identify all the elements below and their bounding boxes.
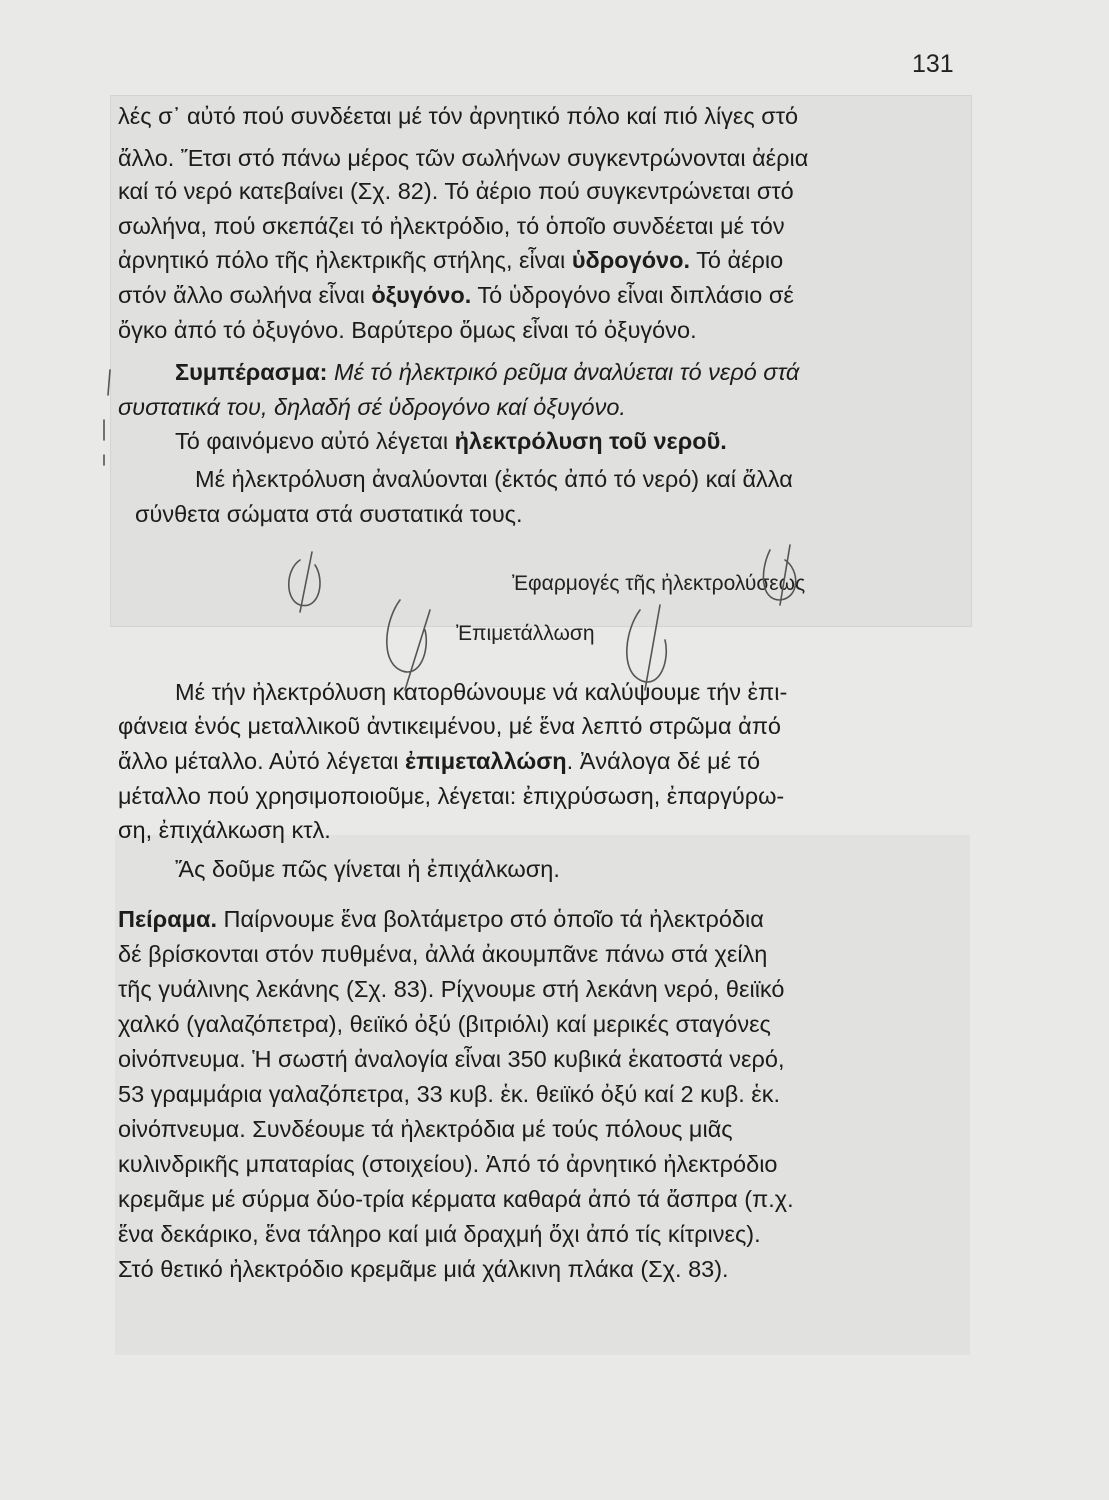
section-heading: Ἐφαρμογές τῆς ἠλεκτρολύσεως [512, 572, 806, 595]
text-run: τῆς γυάλινης λεκάνης (Σχ. 83). Ρίχνουμε στή λεκάνη νερό, θειϊκό [118, 976, 785, 1002]
text-run: Μέ τήν ἠλεκτρόλυση κατορθώνουμε νά καλύψουμε τήν ἐπι- [175, 679, 788, 705]
text-run: μέταλλο πού χρησιμοποιοῦμε, λέγεται: ἐπιχρύσωση, ἐπαργύρω- [118, 783, 785, 809]
text-line [118, 177, 794, 205]
conclusion-line [175, 358, 799, 386]
text-line [118, 316, 697, 344]
bold-term: ἠλεκτρόλυση τοῦ νεροῦ. [454, 428, 727, 454]
text-line [118, 1220, 761, 1248]
italic-text: συστατικά του, δηλαδή σέ ὑδρογόνο καί ὀξυγόνο. [118, 394, 626, 420]
text-run: ἄλλο μέταλλο. Αὐτό λέγεται [118, 748, 406, 774]
text-run: . Ἀνάλογα δέ μέ τό [566, 748, 761, 774]
text-line [118, 1045, 785, 1073]
text-run: ὄγκο ἀπό τό ὀξυγόνο. Βαρύτερο ὅμως εἶναι τό ὀξυγόνο. [118, 317, 697, 343]
text-run: κρεμᾶμε μέ σύρμα δύο-τρία κέρματα καθαρά ἀπό τά ἄσπρα (π.χ. [118, 1186, 794, 1212]
text-run: φάνεια ἑνός μεταλλικοῦ ἀντικειμένου, μέ ἕνα λεπτό στρῶμα ἀπό [118, 713, 781, 739]
text-run: ἀρνητικό πόλο τῆς ἠλεκτρικῆς στήλης, εἶναι [118, 247, 572, 273]
text-line [118, 1185, 794, 1213]
text-run: στόν ἄλλο σωλήνα εἶναι [118, 282, 372, 308]
text-run: σύνθετα σώματα στά συστατικά τους. [135, 501, 523, 527]
text-run: ἕνα δεκάρικο, ἕνα τάληρο καί μιά δραχμή ὄχι ἀπό τίς κίτρινες). [118, 1221, 761, 1247]
text-line [175, 427, 727, 455]
text-line [118, 1255, 729, 1283]
text-run: ση, ἐπιχάλκωση κτλ. [118, 817, 331, 843]
page-number: 131 [912, 50, 954, 78]
text-run: Τό ἀέριο [690, 247, 784, 273]
text-run: Στό θετικό ἠλεκτρόδιο κρεμᾶμε μιά χάλκινη πλάκα (Σχ. 83). [118, 1256, 729, 1282]
text-line [118, 782, 784, 810]
text-line [118, 144, 808, 172]
text-line [118, 281, 794, 309]
text-run: οἰνόπνευμα. Ἡ σωστή ἀναλογία εἶναι 350 κυβικά ἑκατοστά νερό, [118, 1046, 785, 1072]
text-run: Τό ὑδρογόνο εἶναι διπλάσιο σέ [471, 282, 794, 308]
bold-term: ἐπιμεταλλώση [405, 748, 567, 774]
text-run: καί τό νερό κατεβαίνει (Σχ. 82). Τό ἀέριο πού συγκεντρώνεται στό [118, 178, 794, 204]
text-line [118, 940, 767, 968]
text-run: οἰνόπνευμα. Συνδέουμε τά ἠλεκτρόδια μέ τούς πόλους μιᾶς [118, 1116, 733, 1142]
text-line [118, 1115, 733, 1143]
text-line [118, 246, 783, 274]
text-line [195, 465, 793, 493]
text-run: Μέ ἠλεκτρόλυση ἀναλύονται (ἐκτός ἀπό τό νερό) καί ἄλλα [195, 466, 793, 492]
text-line [118, 905, 764, 933]
text-line [118, 102, 798, 130]
text-run: Τό φαινόμενο αὐτό λέγεται [175, 428, 455, 454]
text-line [118, 1080, 780, 1108]
subsection-heading: Ἐπιμετάλλωση [456, 622, 595, 645]
bold-term: ὀξυγόνο. [371, 282, 472, 308]
text-run: 53 γραμμάρια γαλαζόπετρα, 33 κυβ. ἑκ. θειϊκό ὀξύ καί 2 κυβ. ἑκ. [118, 1081, 781, 1107]
text-run: ἄλλο. Ἔτσι στό πάνω μέρος τῶν σωλήνων συγκεντρώνονται ἀέρια [118, 145, 809, 171]
text-line [118, 975, 784, 1003]
text-line [175, 678, 787, 706]
conclusion-line [118, 393, 626, 421]
italic-text: Μέ τό ἠλεκτρικό ρεῦμα ἀναλύεται τό νερό στά [327, 359, 800, 385]
bold-term: Πείραμα. [118, 906, 217, 932]
bold-term: Συμπέρασμα: [175, 359, 328, 385]
text-line [118, 212, 785, 240]
text-line [118, 816, 331, 844]
text-run: Ἄς δοῦμε πῶς γίνεται ἡ ἐπιχάλκωση. [175, 856, 560, 882]
text-line [135, 500, 523, 528]
text-run: κυλινδρικῆς μπαταρίας (στοιχείου). Ἀπό τό ἀρνητικό ἠλεκτρόδιο [118, 1151, 778, 1177]
text-line [118, 712, 781, 740]
text-run: λές σ᾽ αὐτό πού συνδέεται μέ τόν ἀρνητικό πόλο καί πιό λίγες στό [118, 103, 799, 129]
text-line [118, 1010, 771, 1038]
text-run: δέ βρίσκονται στόν πυθμένα, ἀλλά ἀκουμπᾶνε πάνω στά χείλη [118, 941, 768, 967]
text-run: χαλκό (γαλαζόπετρα), θειϊκό ὀξύ (βιτριόλι) καί μερικές σταγόνες [118, 1011, 771, 1037]
text-line [118, 747, 760, 775]
text-run: Παίρνουμε ἕνα βολτάμετρο στό ὁποῖο τά ἠλεκτρόδια [217, 906, 764, 932]
text-line [118, 1150, 778, 1178]
text-line [175, 855, 560, 883]
bold-term: ὑδρογόνο. [571, 247, 691, 273]
text-run: σωλήνα, πού σκεπάζει τό ἠλεκτρόδιο, τό ὁποῖο συνδέεται μέ τόν [118, 213, 785, 239]
